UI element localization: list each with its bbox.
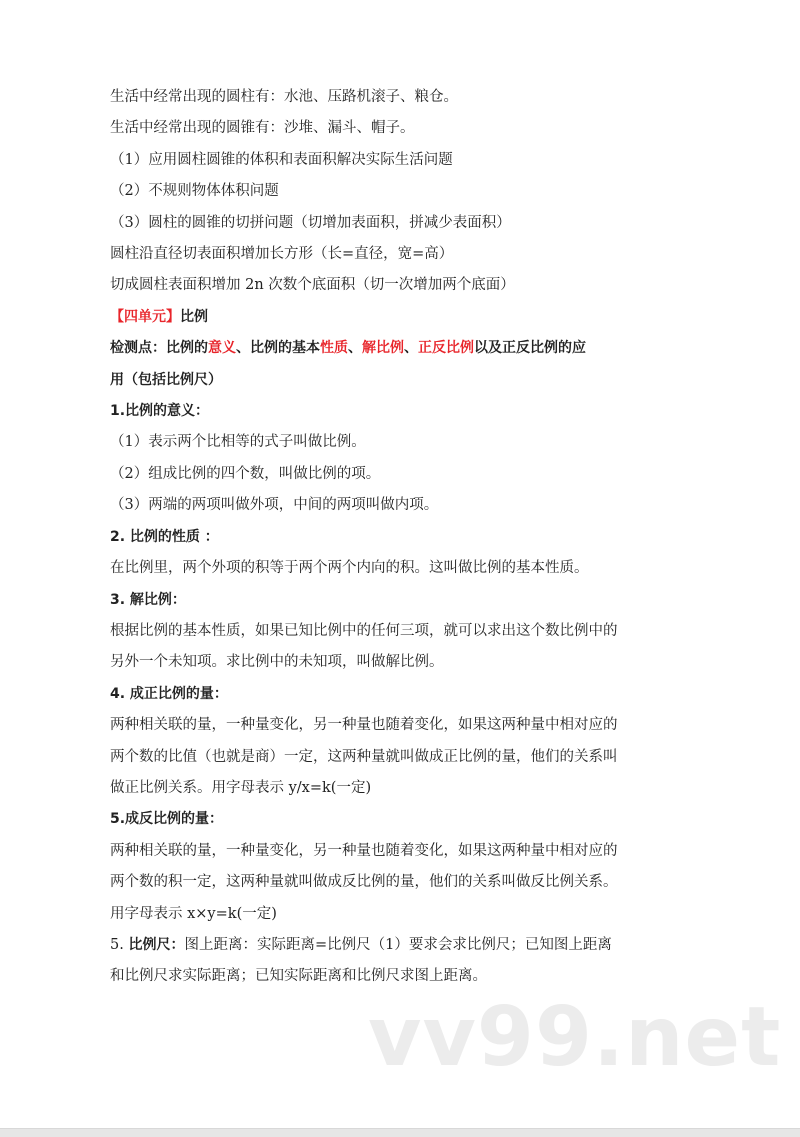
text-segment: 5.成反比例的量： [110,811,224,828]
text-segment: （3）圆柱的圆锥的切拼问题（切增加表面积，拼减少表面积） [110,214,511,231]
text-segment: 两种相关联的量，一种量变化，另一种量也随着变化，如果这两种量中相对应的 [110,717,618,734]
text-segment: 1.比例的意义： [110,403,210,420]
text-line [110,302,710,333]
text-segment: 生活中经常出现的圆锥有：沙堆、漏斗、帽子。 [110,120,415,137]
text-segment: 、 [404,340,418,357]
text-segment: （2）组成比例的四个数，叫做比例的项。 [110,465,381,482]
text-line [110,585,710,616]
text-segment: （2）不规则物体体积问题 [110,183,279,200]
text-segment: 图上距离：实际距离=比例尺（1）要求会求比例尺；已知图上距离 [184,936,612,953]
text-segment: （1）表示两个比相等的式子叫做比例。 [110,434,366,451]
text-line [110,239,710,270]
text-line [110,82,710,113]
text-line [110,333,710,364]
text-line [110,804,710,835]
text-segment: 另外一个未知项。求比例中的未知项，叫做解比例。 [110,654,444,671]
text-segment: 两种相关联的量，一种量变化，另一种量也随着变化，如果这两种量中相对应的 [110,842,618,859]
text-segment: 2. 比例的性质 ： [110,528,219,545]
text-segment: 做正比例关系。用字母表示 y/x=k(一定) [110,779,372,796]
text-line [110,773,710,804]
text-line [110,867,710,898]
text-line [110,490,710,521]
text-segment: 检测点：比例的 [110,340,208,357]
text-segment: 3. 解比例： [110,591,186,608]
text-segment: 以及正反比例的应 [474,340,586,357]
text-line [110,679,710,710]
highlight-text: 解比例 [362,340,404,357]
text-line [110,365,710,396]
text-segment: 根据比例的基本性质，如果已知比例中的任何三项，就可以求出这个数比例中的 [110,622,618,639]
text-line [110,396,710,427]
text-line [110,176,710,207]
highlight-text: 正反比例 [418,340,474,357]
text-segment: 两个数的积一定，这两种量就叫做成反比例的量，他们的关系叫做反比例关系。 [110,874,618,891]
text-segment: （1）应用圆柱圆锥的体积和表面积解决实际生活问题 [110,151,453,168]
text-line [110,522,710,553]
watermark: vv99.net [368,990,782,1085]
text-segment: 切成圆柱表面积增加 2n 次数个底面积（切一次增加两个底面） [110,277,515,294]
text-line [110,616,710,647]
text-line [110,145,710,176]
text-segment: 圆柱沿直径切表面积增加长方形（长=直径，宽=高） [110,246,454,263]
text-line [110,742,710,773]
text-segment: 5. [110,936,129,953]
text-segment: 生活中经常出现的圆柱有：水池、压路机滚子、粮仓。 [110,89,458,105]
text-segment: 和比例尺求实际距离；已知实际距离和比例尺求图上距离。 [110,968,487,985]
text-segment: 、 [348,340,362,357]
text-line [110,459,710,490]
text-segment: 在比例里，两个外项的积等于两个两个内向的积。这叫做比例的基本性质。 [110,560,589,577]
text-line [110,930,710,961]
page-bottom-edge [0,1128,800,1137]
text-segment: 比例尺： [128,936,185,953]
text-line [110,647,710,678]
text-segment: 用字母表示 x×y=k(一定) [110,905,277,922]
text-segment: 4. 成正比例的量： [110,685,228,702]
text-line [110,553,710,584]
text-line [110,710,710,741]
text-line [110,836,710,867]
document-body [110,82,710,993]
text-segment: 用（包括比例尺） [110,371,222,388]
text-line [110,961,710,992]
text-line [110,899,710,930]
highlight-text: 性质 [320,340,348,357]
highlight-text: 意义 [208,340,236,357]
text-line [110,208,710,239]
text-segment: 、比例的基本 [236,340,320,357]
highlight-text: 【四单元】 [110,308,180,325]
text-segment: 比例 [180,308,208,325]
text-segment: 两个数的比值（也就是商）一定，这两种量就叫做成正比例的量，他们的关系叫 [110,748,618,765]
text-line [110,113,710,144]
text-line [110,270,710,301]
text-line [110,427,710,458]
text-segment: （3）两端的两项叫做外项，中间的两项叫做内项。 [110,497,439,514]
